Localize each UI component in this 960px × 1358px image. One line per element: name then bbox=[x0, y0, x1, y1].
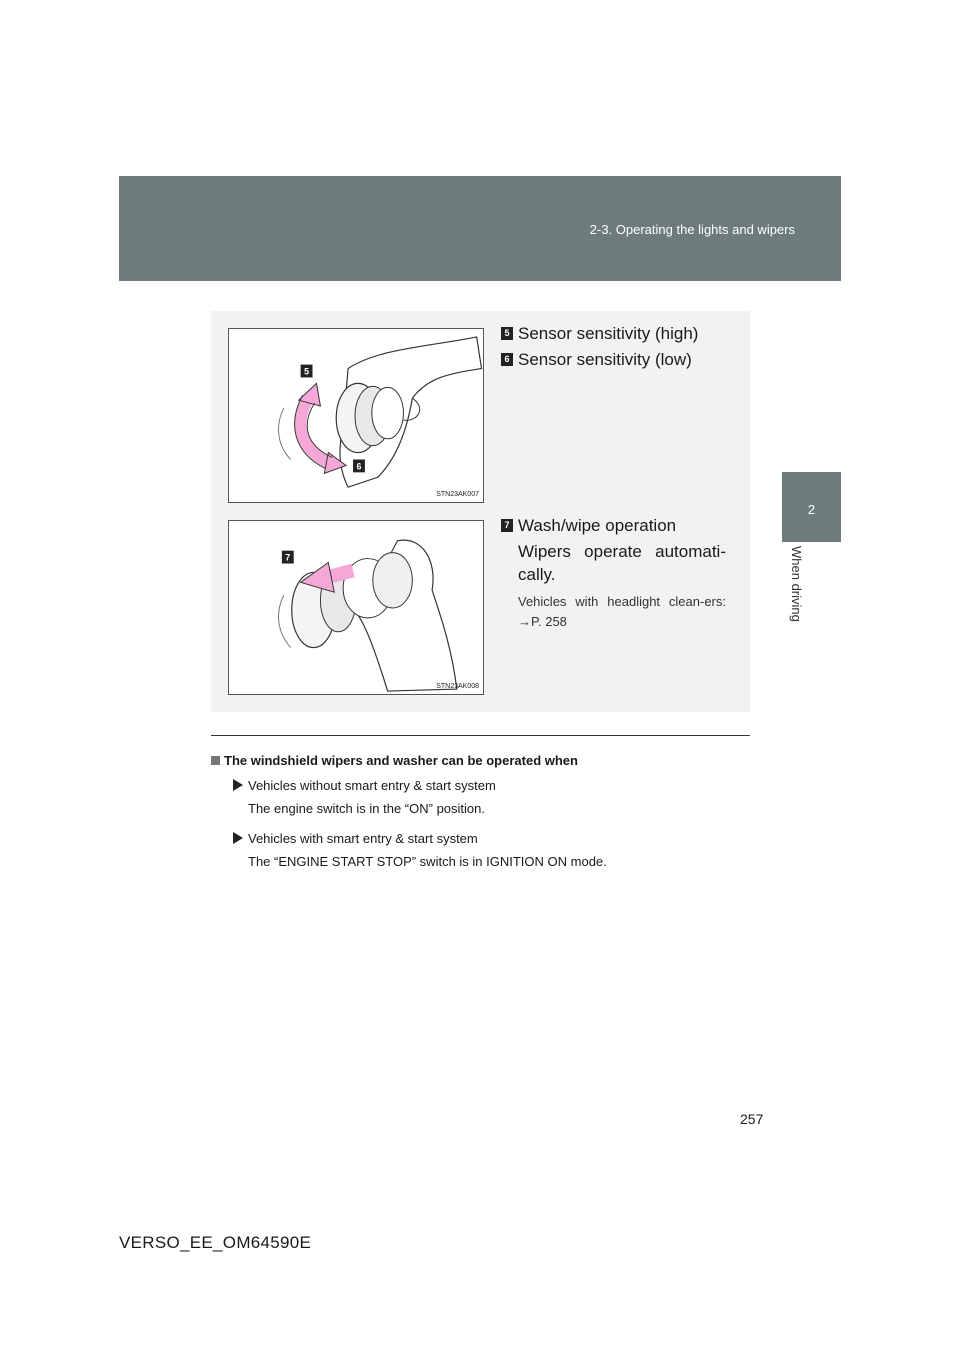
callout-6: 6 bbox=[356, 461, 362, 472]
condition-detail: The engine switch is in the “ON” position. bbox=[248, 801, 485, 816]
document-code: VERSO_EE_OM64590E bbox=[119, 1233, 312, 1252]
figure-code: STN23AK007 bbox=[436, 491, 479, 498]
wiper-lever-pull-illustration bbox=[229, 521, 483, 694]
callout-5: 5 bbox=[304, 366, 310, 377]
condition-item: Vehicles with smart entry & start system bbox=[233, 828, 751, 848]
triangle-bullet-icon bbox=[233, 779, 243, 791]
chapter-number: 2 bbox=[807, 502, 816, 517]
operating-conditions bbox=[211, 753, 751, 881]
condition-item: Vehicles without smart entry & start system bbox=[233, 775, 751, 795]
chapter-label: When driving bbox=[789, 546, 804, 622]
item-7-note: Vehicles with headlight clean-ers: →P. 258 bbox=[518, 594, 726, 629]
chapter-header bbox=[119, 176, 841, 281]
conditions-title: The windshield wipers and washer can be operated when bbox=[211, 753, 751, 768]
item-label: Sensor sensitivity (low) bbox=[518, 350, 692, 369]
wiper-lever-illustration bbox=[229, 329, 483, 502]
item-7 bbox=[501, 516, 676, 536]
item-6 bbox=[501, 350, 692, 370]
item-number-badge: 6 bbox=[501, 353, 513, 366]
section-title: 2-3. Operating the lights and wipers bbox=[589, 222, 795, 237]
square-bullet-icon bbox=[211, 756, 220, 765]
figure-code: STN23AK008 bbox=[436, 683, 479, 690]
callout-7: 7 bbox=[285, 552, 291, 563]
figure-wash-wipe bbox=[228, 520, 484, 695]
section-divider bbox=[211, 735, 750, 736]
page-number: 257 bbox=[740, 1111, 764, 1127]
item-number-badge: 5 bbox=[501, 327, 513, 340]
condition-detail: The “ENGINE START STOP” switch is in IGNITION ON mode. bbox=[248, 854, 607, 869]
item-label: Sensor sensitivity (high) bbox=[518, 324, 699, 343]
item-number-badge: 7 bbox=[501, 519, 513, 532]
figure-sensor-sensitivity bbox=[228, 328, 484, 503]
item-label: Wash/wipe operation bbox=[518, 516, 677, 535]
item-7-description: Wipers operate automati-cally. bbox=[518, 542, 726, 584]
triangle-bullet-icon bbox=[233, 832, 243, 844]
chapter-tab bbox=[782, 472, 841, 542]
item-5 bbox=[501, 324, 698, 344]
